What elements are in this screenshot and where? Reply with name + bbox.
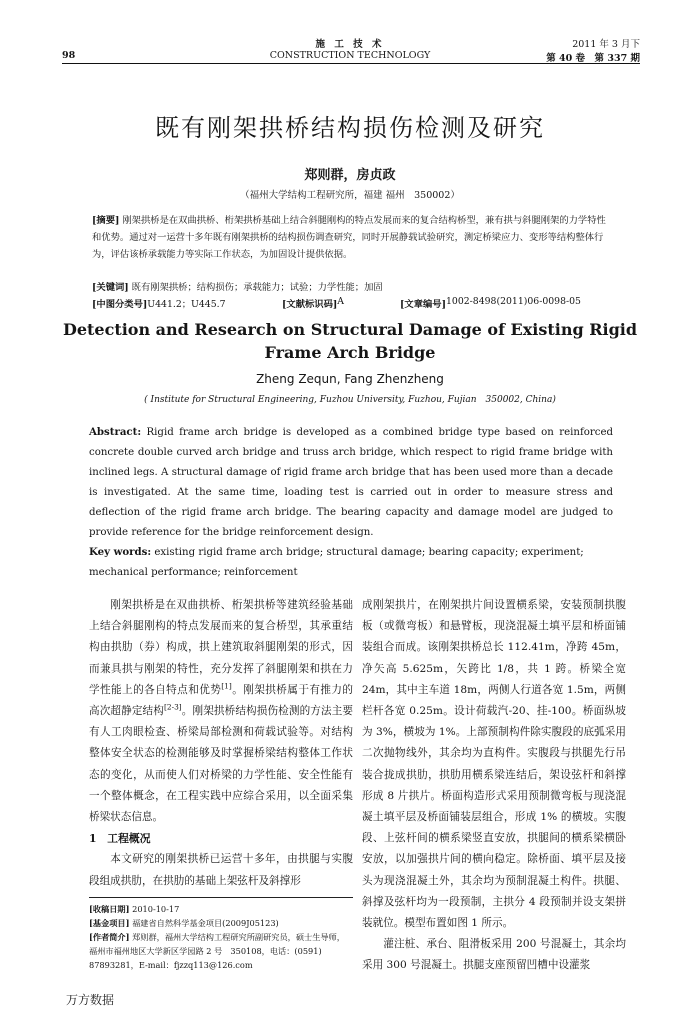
- abstract-en-label: Abstract:: [89, 426, 142, 438]
- overview-paragraph: 本文研究的刚架拱桥已运营十多年，由拱腿与实腹段组成拱肋，在拱肋的基础上架弦杆及斜撑形: [89, 853, 353, 887]
- classification-row: [92, 296, 612, 310]
- keywords-zh-label: [关键词]: [92, 282, 129, 293]
- article-number: [文章编号] 1002-8498(2011)06-0098-05: [400, 296, 581, 310]
- abstract-en: [89, 422, 613, 543]
- structure-paragraph: 成刚架拱片，在刚架拱片间设置横系梁，安装预制拱腹板（或微弯板）和悬臂板，现浇混凝土填平层和桥面铺装组合而成。该刚架拱桥总长 112.41m，净跨 45m，净矢高 5.625m，矢跨比 1/8，共 1 跨。桥梁全宽 24m，其中主车道 18m，两侧人行道各宽 1.5m，两侧栏杆各宽 0.25m。设计荷载汽-20、挂-100。桥面纵坡为 3%，横坡为 1%。上部预制构件除实腹段的底弧采用二次抛物线外，其余均为直构件。实腹段与拱腿先行吊装合拢成拱肋，拱肋用横系梁连结后，架设弦杆和斜撑形成 8 片拱片。桥面构造形式采用预制微弯板与现浇混凝土填平层及桥面铺装层组合，形成 1% 的横坡。实腹段、上弦杆间的横系梁竖直安放，拱腿间的横系梁横卧安放，以加强拱片间的横向稳定。除桥面、填平层及接头为现浇混凝土外，其余均为预制混凝土构件。拱腿、斜撑及弦杆均为一段预制，主拱分 4 段预制并设支架拼装就位。模型布置如图 1 所示。: [362, 599, 626, 930]
- document-code: [文献标识码] A: [282, 296, 345, 310]
- abstract-en-text: Rigid frame arch bridge is developed as a combined bridge type based on reinforced concrete double curved arch bridge and truss arch bridge, which respect to rigid frame bridge with inclined legs. A structural damage of rigid frame arch bridge that has been used more than a decade is investigated. At the same time, loading test is carried out in order to measure stress and deflection of the rigid frame arch bridge. The bearing capacity and damage model are judged to provide reference for the bridge reinforcement design.: [89, 427, 613, 538]
- keywords-zh-text: 既有刚架拱桥；结构损伤；承载能力；试验；力学性能；加固: [131, 282, 383, 293]
- received-date: [收稿日期] 2010-10-17: [89, 904, 180, 914]
- citation-ref: [2-3]: [163, 702, 182, 712]
- footnote: [89, 902, 353, 972]
- body-left-column: [89, 595, 353, 892]
- footnote-rule: [89, 897, 353, 898]
- keywords-en-text: existing rigid frame arch bridge; structural damage; bearing capacity; experiment; mechanical performance; reinforcement: [89, 547, 584, 578]
- authors-zh: 郑则群，房贞政: [304, 168, 396, 183]
- keywords-zh: [92, 279, 612, 293]
- title-en: Detection and Research on Structural Damage of Existing Rigid Frame Arch Bridge: [62, 320, 638, 362]
- issue-date: 2011 年 3 月下: [572, 39, 640, 50]
- keywords-en: [89, 542, 613, 583]
- page-number: 98: [62, 50, 76, 61]
- materials-paragraph: 灌注桩、承台、阻滑板采用 200 号混凝土，其余均采用 300 号混凝土。拱腿支座预留凹槽中设灌浆: [362, 938, 626, 972]
- title-zh: 既有刚架拱桥结构损伤检测及研究: [155, 114, 545, 142]
- author-bio: [作者简介] 郑则群，福州大学结构工程研究所副研究员，硕士生导师，福州市福州地区大学新区学园路 2 号 350108，电话：(0591) 87893281，E-mail：fjzzq113@126.com: [89, 932, 345, 970]
- header-rule: [62, 63, 640, 64]
- clc-code: [中图分类号] U441.2；U445.7: [92, 299, 226, 310]
- section-heading: 1 工程概况: [89, 832, 151, 846]
- abstract-zh: [92, 212, 612, 263]
- abstract-zh-label: [摘要]: [92, 215, 120, 226]
- intro-paragraph: 刚架拱桥是在双曲拱桥、桁架拱桥等建筑经验基础上结合斜腿刚构的特点发展而来的复合桥型，其承重结构由拱肋（券）构成，拱上建筑取斜腿刚架的形式，因而兼具拱与刚架的特性，充分发挥了斜腿刚架和拱在力学性能上的各自特点和优势[1]。刚架拱桥属于有推力的高次超静定结构[2-3]。刚架拱桥结构损伤检测的方法主要有人工肉眼检查、桥梁局部检测和荷载试验等。对结构整体安全状态的检测能够及时掌握桥梁结构整体工作状态的变化，从而使人们对桥梁的力学性能、安全性能有一个整体概念，在工程实践中应综合采用，以全面采集桥梁状态信息。: [89, 599, 354, 824]
- fund-project: [基金项目] 福建省自然科学基金项目(2009J05123): [89, 918, 279, 928]
- journal-name-cn: 施 工 技 术: [315, 39, 385, 50]
- institution-zh: （福州大学结构工程研究所，福建 福州 350002）: [240, 190, 460, 201]
- journal-name-en: CONSTRUCTION TECHNOLOGY: [269, 50, 431, 61]
- abstract-zh-text: 刚架拱桥是在双曲拱桥、桁架拱桥基础上结合斜腿刚构的特点发展而来的复合结构桥型，兼有拱与斜腿刚架的力学特性和优势。通过对一运营十多年既有刚架拱桥的结构损伤调查研究，同时开展静载试验研究，测定桥梁应力、变形等结构整体行为，评估该桥承载能力等实际工作状态，为加固设计提供依据。: [92, 215, 606, 260]
- issue-volume: 第 40 卷 第 337 期: [546, 53, 640, 64]
- keywords-en-label: Key words:: [89, 546, 152, 558]
- authors-en: Zheng Zequn, Fang Zhenzheng: [256, 372, 444, 386]
- institution-en: ( Institute for Structural Engineering, Fuzhou University, Fuzhou, Fujian 350002, China): [144, 395, 556, 405]
- body-right-column: [362, 595, 626, 977]
- watermark: 万方数据: [66, 993, 115, 1007]
- citation-ref: [1]: [221, 681, 232, 691]
